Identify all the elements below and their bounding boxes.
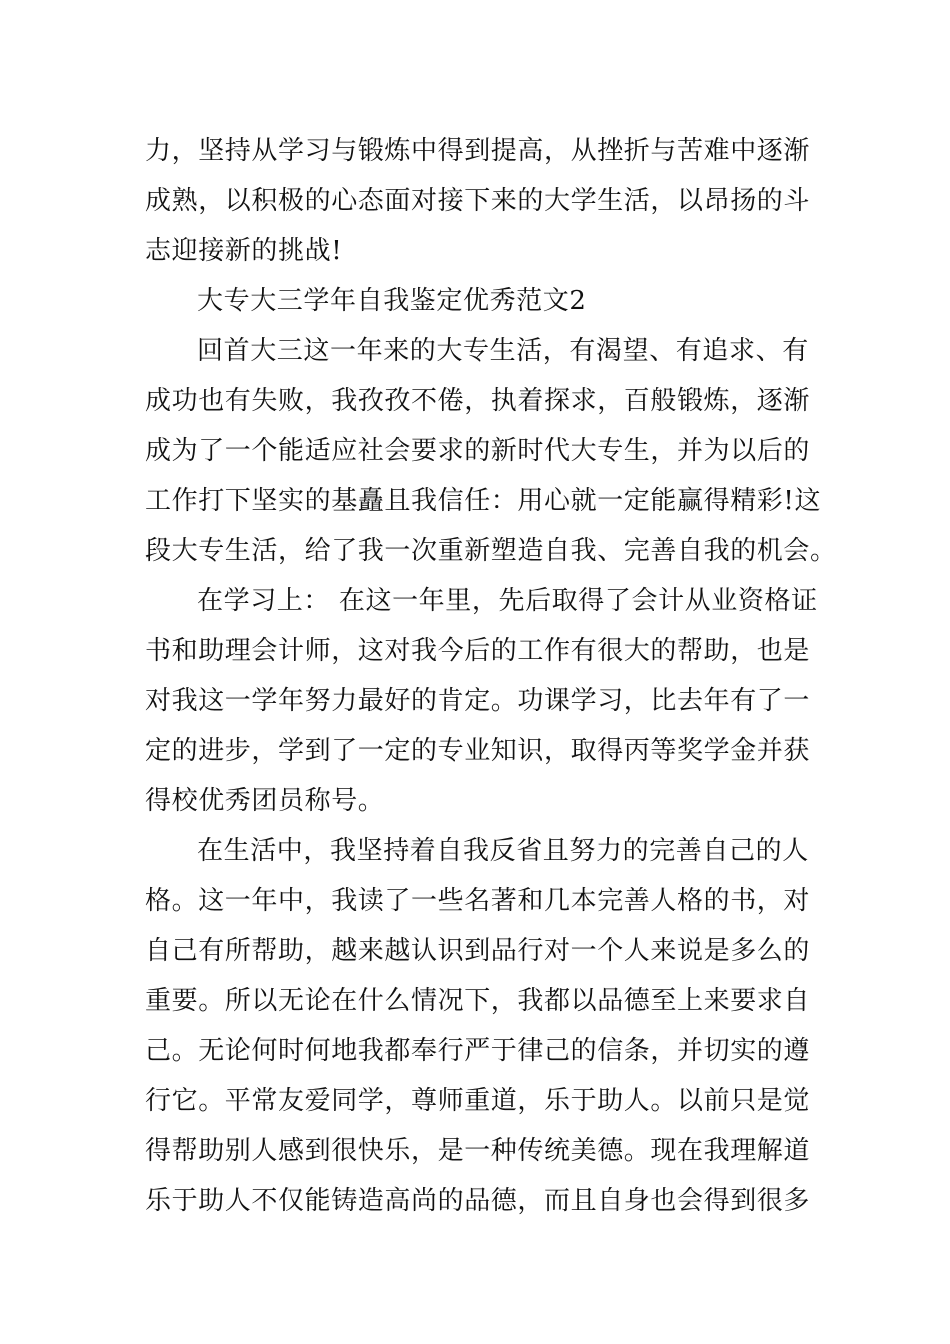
text-line: 书和助理会计师，这对我今后的工作有很大的帮助，也是 (145, 636, 811, 666)
text-line: 己。无论何时何地我都奉行严于律己的信条，并切实的遵 (145, 1036, 811, 1066)
text-line: 行它。平常友爱同学，尊师重道，乐于助人。以前只是觉 (145, 1086, 811, 1116)
text-line: 得校优秀团员称号。 (145, 786, 385, 816)
text-line: 志迎接新的挑战! (145, 236, 343, 266)
text-line: 成为了一个能适应社会要求的新时代大专生，并为以后的 (145, 436, 811, 466)
text-line: 工作打下坚实的基矗且我信任：用心就一定能赢得精彩!这 (145, 486, 822, 516)
text-line: 在生活中，我坚持着自我反省且努力的完善自己的人 (197, 836, 809, 866)
text-line: 在学习上： 在这一年里，先后取得了会计从业资格证 (197, 586, 818, 616)
text-line: 成熟，以积极的心态面对接下来的大学生活，以昂扬的斗 (145, 186, 811, 216)
text-line: 重要。所以无论在什么情况下，我都以品德至上来要求自 (145, 986, 811, 1016)
text-line: 自己有所帮助，越来越认识到品行对一个人来说是多么的 (145, 936, 811, 966)
text-line: 对我这一学年努力最好的肯定。功课学习，比去年有了一 (145, 686, 811, 716)
text-line: 段大专生活，给了我一次重新塑造自我、完善自我的机会。 (145, 536, 837, 566)
text-line: 定的进步，学到了一定的专业知识，取得丙等奖学金并获 (145, 736, 811, 766)
text-line: 成功也有失败，我孜孜不倦，执着探求，百般锻炼，逐渐 (145, 386, 811, 416)
text-line: 得帮助别人感到很快乐，是一种传统美德。现在我理解道 (145, 1136, 811, 1166)
text-line: 乐于助人不仅能铸造高尚的品德，而且自身也会得到很多 (145, 1186, 811, 1216)
section-heading: 大专大三学年自我鉴定优秀范文2 (197, 286, 587, 316)
text-line: 力，坚持从学习与锻炼中得到提高，从挫折与苦难中逐渐 (145, 136, 811, 166)
text-line: 格。这一年中，我读了一些名著和几本完善人格的书，对 (145, 886, 811, 916)
text-line: 回首大三这一年来的大专生活，有渴望、有追求、有 (197, 336, 809, 366)
